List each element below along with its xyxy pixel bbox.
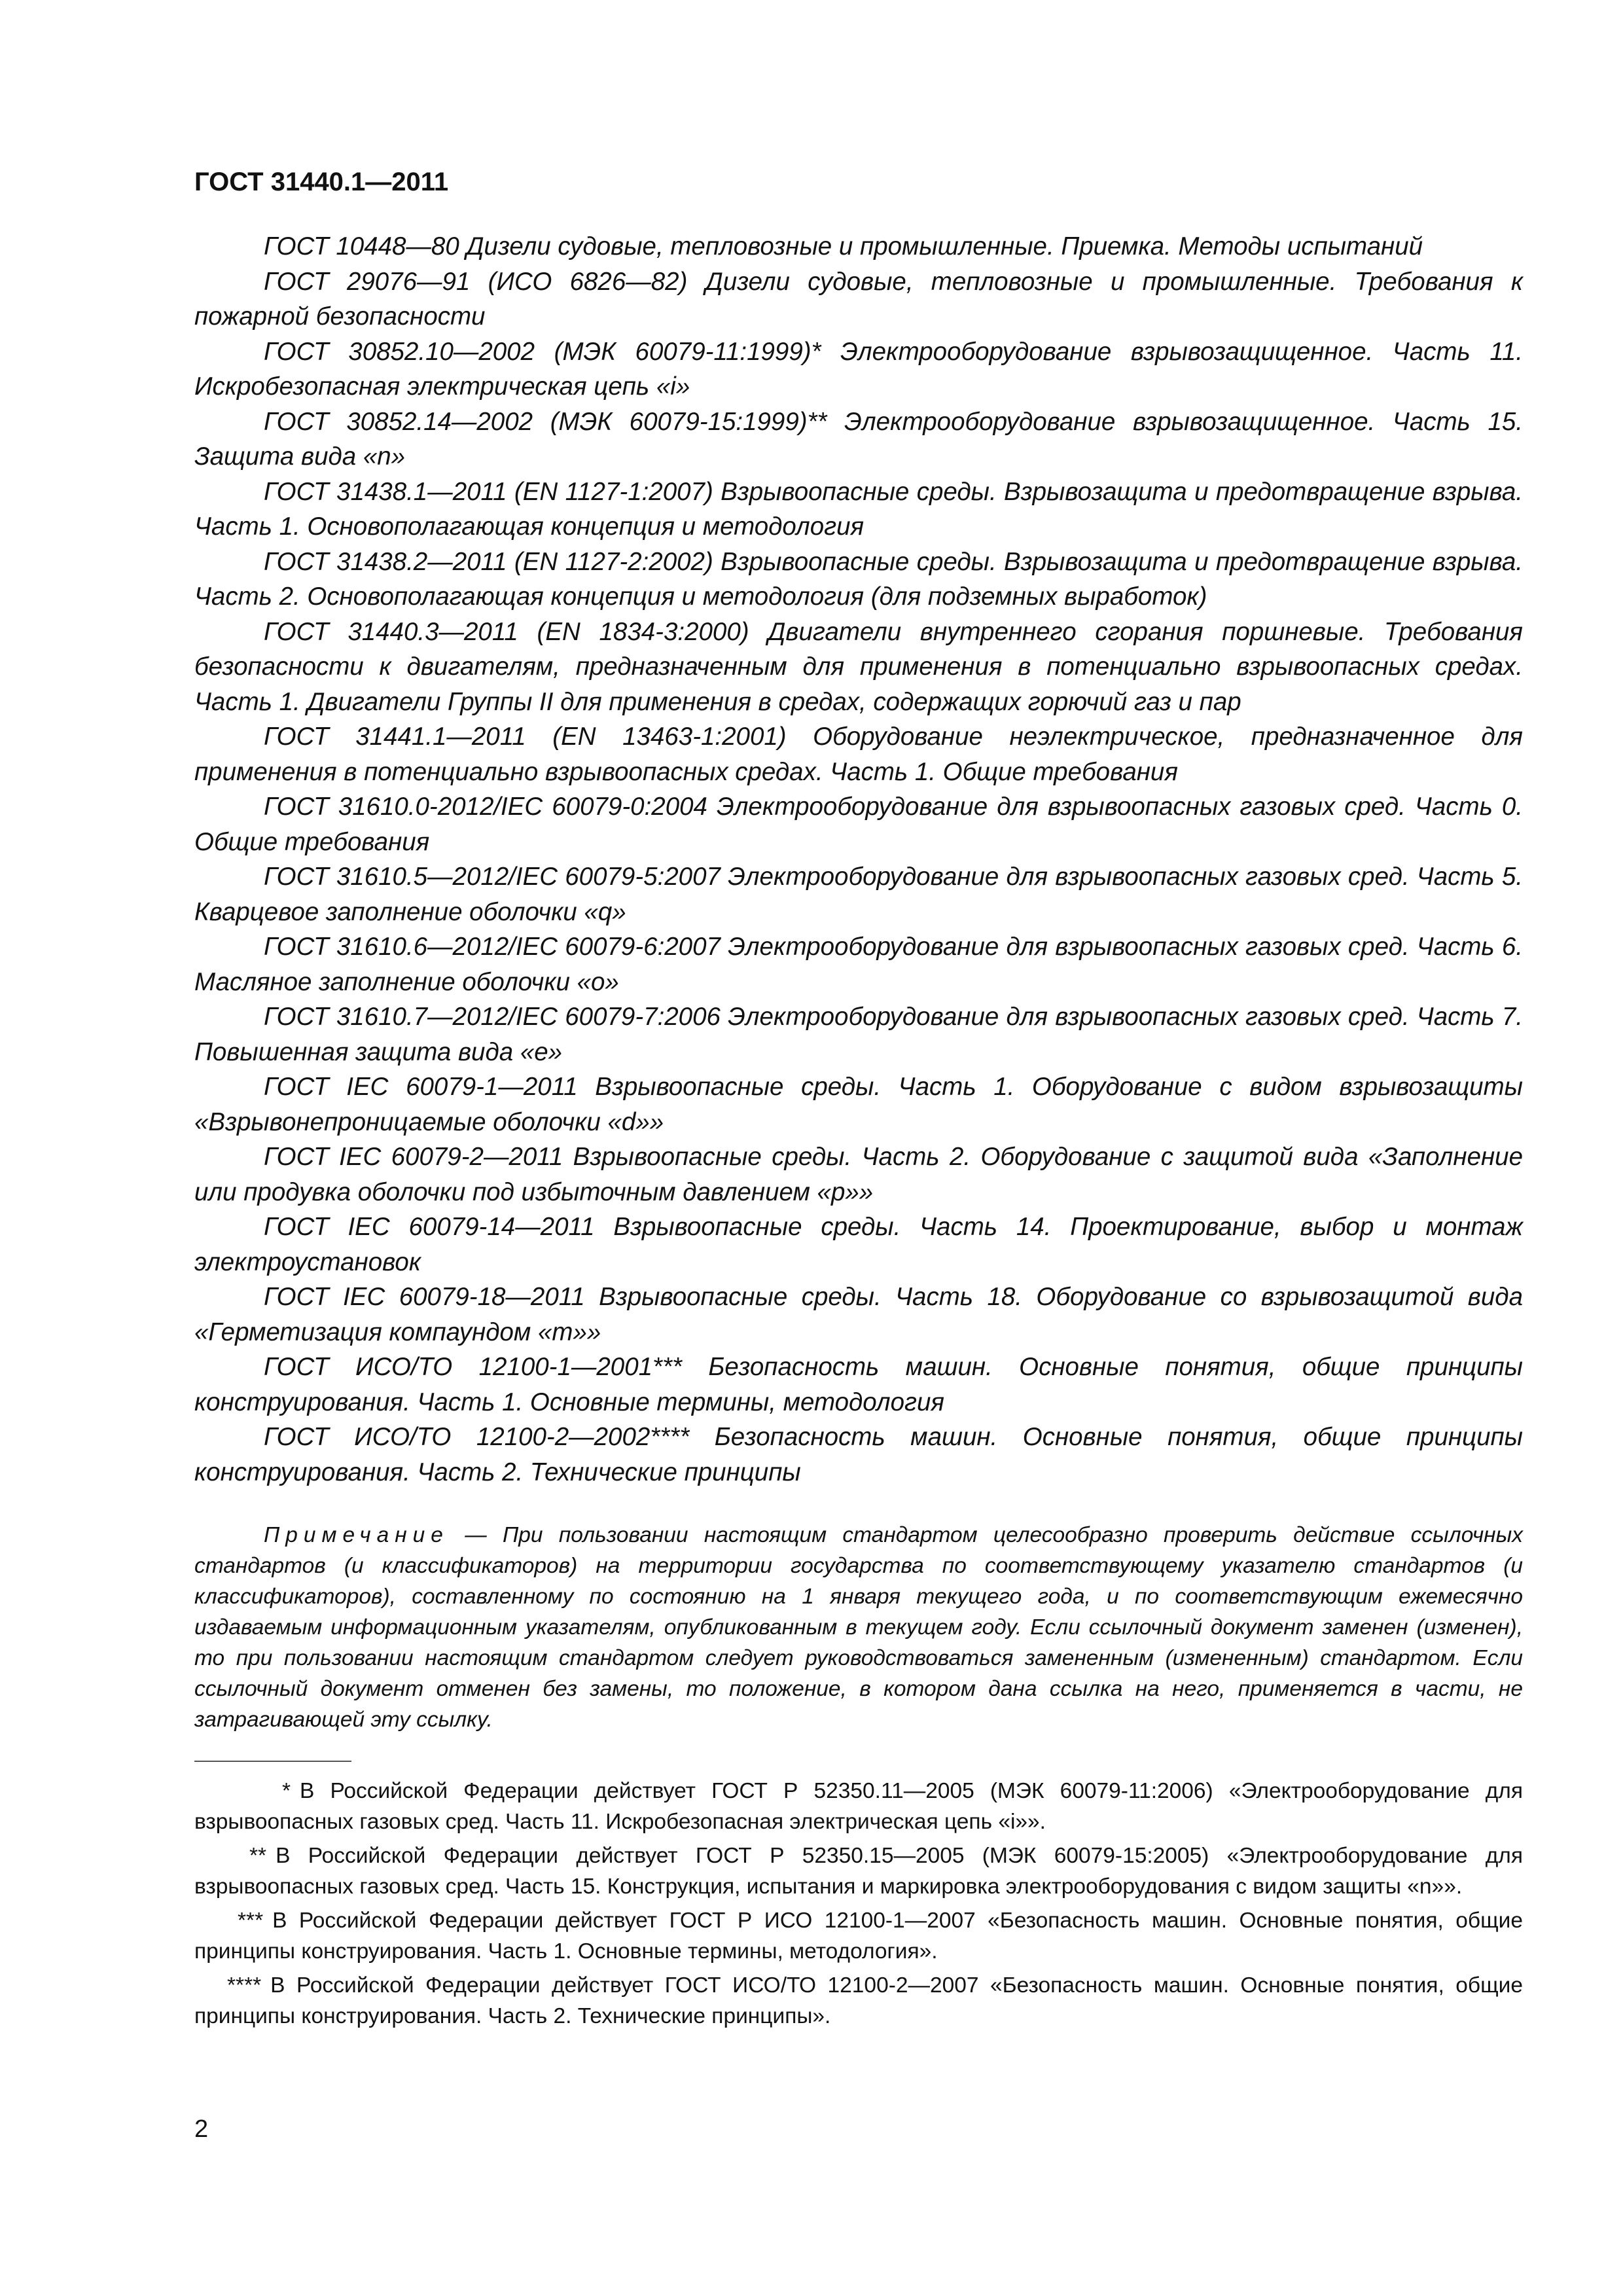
footnote-item	[194, 1970, 1523, 2032]
reference-item: ГОСТ 10448—80 Дизели судовые, тепловозные и промышленные. Приемка. Методы испытаний	[264, 232, 1423, 260]
reference-item: ГОСТ 31610.7—2012/IEC 60079-7:2006 Электрооборудование для взрывоопасных газовых сред. Часть 7. Повышенная защита вида «е»	[194, 1003, 1523, 1066]
reference-item: ГОСТ ИСО/ТО 12100-2—2002**** Безопасность машин. Основные понятия, общие принципы конструирования. Часть 2. Технические принципы	[194, 1423, 1523, 1486]
footnote-mark: *	[282, 1779, 291, 1803]
document-header-title: ГОСТ 31440.1—2011	[194, 168, 449, 196]
footnote-mark: ***	[238, 1909, 264, 1933]
footnotes-list	[194, 1776, 1523, 2035]
page-number: 2	[194, 2115, 209, 2143]
footnote-text: В Российской Федерации действует ГОСТ ИСО/ТО 12100-2—2007 «Безопасность машин. Основные понятия, общие принципы конструирования. Часть 2. Технические принципы».	[194, 1973, 1523, 2028]
footnote-mark: ****	[227, 1973, 262, 1998]
footnote-text: В Российской Федерации действует ГОСТ Р 52350.11—2005 (МЭК 60079-11:2006) «Электрооборудование для взрывоопасных газовых сред. Часть 11. Искробезопасная электрическая цепь «i»».	[194, 1779, 1523, 1834]
reference-item: ГОСТ IEC 60079-14—2011 Взрывоопасные среды. Часть 14. Проектирование, выбор и монтаж электроустановок	[194, 1213, 1523, 1276]
reference-item: ГОСТ 31610.0-2012/IEC 60079-0:2004 Электрооборудование для взрывоопасных газовых сред. Часть 0. Общие требования	[194, 793, 1523, 856]
reference-item: ГОСТ ИСО/ТО 12100-1—2001*** Безопасность машин. Основные понятия, общие принципы конструирования. Часть 1. Основные термины, методология	[194, 1353, 1523, 1416]
note-text: — При пользовании настоящим стандартом целесообразно проверить действие ссылочных стандартов (и классификаторов) на территории государства по соответствующему указателю стандартов (и классификаторов), составленному по состоянию на 1 января текущего года, и по соответствующим ежемесячно издаваемым информационным указателям, опубликованным в текущем году. Если ссылочный документ заменен (изменен), то при пользовании настоящим стандартом следует руководствоваться замененным (измененным) стандартом. Если ссылочный документ отменен без замены, то положение, в котором дана ссылка на него, применяется в части, не затрагивающей эту ссылку.	[194, 1523, 1523, 1732]
reference-item: ГОСТ 31438.1—2011 (EN 1127-1:2007) Взрывоопасные среды. Взрывозащита и предотвращение взрыва. Часть 1. Основополагающая концепция и методология	[194, 477, 1523, 541]
reference-item: ГОСТ 30852.14—2002 (МЭК 60079-15:1999)** Электрооборудование взрывозащищенное. Часть 15. Защита вида «n»	[194, 407, 1523, 471]
footnote-item	[194, 1905, 1523, 1967]
footnote-separator	[194, 1761, 351, 1762]
reference-item: ГОСТ 31610.6—2012/IEC 60079-6:2007 Электрооборудование для взрывоопасных газовых сред. Часть 6. Масляное заполнение оболочки «о»	[194, 933, 1523, 996]
reference-item: ГОСТ IEC 60079-2—2011 Взрывоопасные среды. Часть 2. Оборудование с защитой вида «Заполнение или продувка оболочки под избыточным давлением «р»»	[194, 1143, 1523, 1206]
reference-item: ГОСТ 31610.5—2012/IEC 60079-5:2007 Электрооборудование для взрывоопасных газовых сред. Часть 5. Кварцевое заполнение оболочки «q»	[194, 863, 1523, 926]
reference-item: ГОСТ 31438.2—2011 (EN 1127-2:2002) Взрывоопасные среды. Взрывозащита и предотвращение взрыва. Часть 2. Основополагающая концепция и методология (для подземных выработок)	[194, 547, 1523, 611]
reference-item: ГОСТ IEC 60079-18—2011 Взрывоопасные среды. Часть 18. Оборудование со взрывозащитой вида «Герметизация компаундом «m»»	[194, 1283, 1523, 1346]
reference-item: ГОСТ IEC 60079-1—2011 Взрывоопасные среды. Часть 1. Оборудование с видом взрывозащиты «Взрывонепроницаемые оболочки «d»»	[194, 1073, 1523, 1136]
reference-item: ГОСТ 29076—91 (ИСО 6826—82) Дизели судовые, тепловозные и промышленные. Требования к пожарной безопасности	[194, 267, 1523, 331]
footnote-item	[194, 1776, 1523, 1837]
reference-item: ГОСТ 31441.1—2011 (EN 13463-1:2001) Оборудование неэлектрическое, предназначенное для применения в потенциально взрывоопасных средах. Часть 1. Общие требования	[194, 723, 1523, 786]
normative-references-list	[194, 229, 1523, 1490]
note-paragraph	[194, 1520, 1523, 1735]
footnote-text: В Российской Федерации действует ГОСТ Р ИСО 12100-1—2007 «Безопасность машин. Основные понятия, общие принципы конструирования. Часть 1. Основные термины, методология».	[194, 1909, 1523, 1964]
reference-item: ГОСТ 30852.10—2002 (МЭК 60079-11:1999)* Электрооборудование взрывозащищенное. Часть 11. Искробезопасная электрическая цепь «i»	[194, 337, 1523, 401]
reference-item: ГОСТ 31440.3—2011 (EN 1834-3:2000) Двигатели внутреннего сгорания поршневые. Требования безопасности к двигателям, предназначенным для применения в потенциально взрывоопасных средах. Часть 1. Двигатели Группы II для применения в средах, содержащих горючий газ и пар	[194, 617, 1523, 716]
footnote-text: В Российской Федерации действует ГОСТ Р 52350.15—2005 (МЭК 60079-15:2005) «Электрооборудование для взрывоопасных газовых сред. Часть 15. Конструкция, испытания и маркировка электрооборудования с видом защиты «n»».	[194, 1844, 1523, 1899]
footnote-mark: **	[249, 1844, 267, 1868]
note-label: Примечание	[264, 1523, 449, 1547]
footnote-item	[194, 1840, 1523, 1902]
